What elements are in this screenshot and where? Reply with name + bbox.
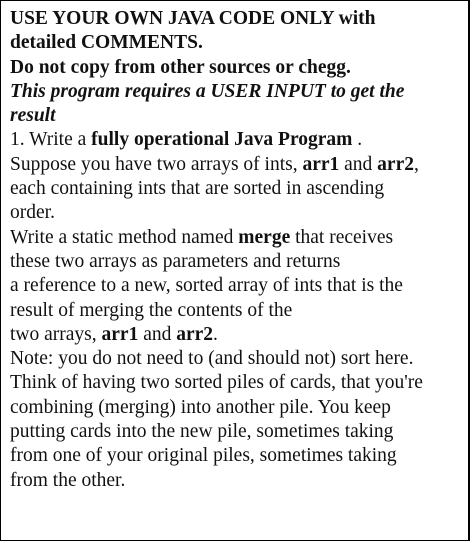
text-run: . (213, 323, 218, 345)
paragraph-line: result of merging the contents of the (10, 299, 293, 321)
note-line: from one of your original piles, sometimes taking (10, 445, 397, 467)
task-heading (10, 128, 468, 152)
method-name: merge (238, 226, 291, 248)
note-line: from the other. (10, 469, 126, 491)
note-line: combining (merging) into another pile. You keep (10, 396, 391, 418)
text-run: Write a static method named (10, 226, 239, 248)
assignment-text (10, 7, 468, 493)
paragraph-line (10, 226, 468, 250)
array-name: arr2 (176, 323, 214, 345)
paragraph-line: a reference to a new, sorted array of ints that is the (10, 275, 403, 297)
paragraph-line: these two arrays as parameters and returns (10, 250, 341, 272)
array-name: arr1 (101, 323, 139, 345)
paragraph-line (10, 153, 468, 177)
paragraph-line: order. (10, 202, 55, 224)
text-run: Suppose you have two arrays of ints, (10, 153, 303, 175)
paragraph-line (10, 323, 468, 347)
header-line: Do not copy from other sources or chegg. (10, 56, 351, 78)
text-run: two arrays, (10, 323, 102, 345)
note-line: Think of having two sorted piles of cards, that you're (10, 372, 423, 394)
task-emphasis: fully operational Java Program (91, 129, 353, 151)
note-line: Note: you do not need to (and should not) sort here. (10, 348, 414, 370)
text-run: and (339, 153, 378, 175)
task-suffix: . (352, 129, 363, 151)
header-line: result (10, 105, 56, 127)
header-line: detailed COMMENTS. (10, 32, 203, 54)
text-run: and (138, 323, 177, 345)
header-line: This program requires a USER INPUT to get the (10, 80, 405, 102)
text-run: that receives (290, 226, 394, 248)
header-line: USE YOUR OWN JAVA CODE ONLY with (10, 8, 376, 29)
note-line: putting cards into the new pile, sometimes taking (10, 421, 394, 443)
paragraph-line: each containing ints that are sorted in ascending (10, 178, 385, 200)
text-run: , (413, 153, 419, 175)
array-name: arr2 (377, 153, 414, 175)
array-name: arr1 (302, 153, 340, 175)
task-number-text: 1. Write a (10, 129, 92, 151)
